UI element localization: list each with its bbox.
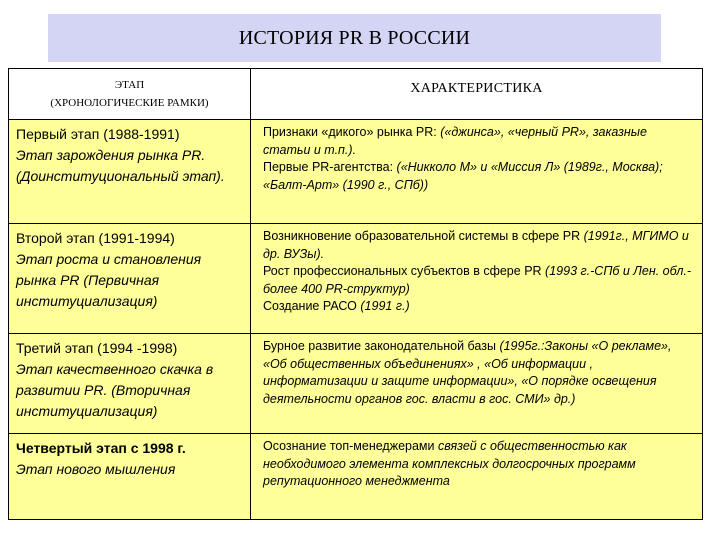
stage-2-characteristic xyxy=(250,224,702,333)
history-table xyxy=(8,68,703,520)
stage-4-desc: Этап нового мышления xyxy=(16,461,176,477)
stage-1-p1-plain: Признаки «дикого» рынка PR: xyxy=(263,125,437,139)
stage-2-p3-italic: (1991 г.) xyxy=(360,299,410,313)
stage-2-cell xyxy=(9,224,250,333)
stage-2-desc: Этап роста и становления рынка PR (Первичная институциализация) xyxy=(16,251,202,309)
header-stage-label: ЭТАП xyxy=(114,79,145,91)
table-row-stage-4 xyxy=(9,433,702,519)
stage-1-desc: Этап зарождения рынка PR.(Доинституциональный этап). xyxy=(16,147,225,184)
stage-3-p1-italic: (1995г.:Законы «О рекламе», «Об общественных объединениях» , «Об информации , информатизации и защите информации», «О порядке освещения деятельности органов гос. власти в гос. СМИ» др.) xyxy=(263,339,672,406)
table-header-row xyxy=(9,69,702,119)
stage-4-characteristic xyxy=(250,434,702,519)
stage-4-p1-italic: связей с общественностью как необходимого элемента комплексных долгосрочных программ репутационного менеджмента xyxy=(263,439,636,488)
stage-2-p2-italic: (1993 г.-СПб и Лен. обл.- более 400 PR-структур) xyxy=(263,264,692,296)
stage-1-p1-italic: («джинса», «черный PR», заказные статьи и т.п.). xyxy=(263,125,647,157)
stage-2-p3-plain: Создание РАСО xyxy=(263,299,357,313)
page-title: ИСТОРИЯ PR В РОССИИ xyxy=(238,26,471,49)
table-row-stage-2 xyxy=(9,223,702,333)
stage-4-p1-plain: Осознание топ-менеджерами xyxy=(263,439,435,453)
table-row-stage-1 xyxy=(9,119,702,223)
stage-1-cell xyxy=(9,120,250,223)
stage-4-cell xyxy=(9,434,250,519)
stage-4-name: Четвертый этап с 1998 г. xyxy=(16,440,186,456)
stage-1-characteristic xyxy=(250,120,702,223)
stage-2-p1-italic: (1991г., МГИМО и др. ВУЗы). xyxy=(263,229,689,261)
stage-3-cell xyxy=(9,334,250,433)
stage-3-characteristic xyxy=(250,334,702,433)
stage-1-p2-italic: («Никколо М» и «Миссия Л» (1989г., Москва); «Балт-Арт» (1990 г., СПб)) xyxy=(263,160,663,192)
table-row-stage-3 xyxy=(9,333,702,433)
stage-1-name: Первый этап xyxy=(16,126,100,142)
stage-2-p1-plain: Возникновение образовательной системы в сфере PR xyxy=(263,229,581,243)
stage-3-years: (1994 -1998) xyxy=(97,340,178,356)
header-stage-cell xyxy=(9,69,250,119)
title-banner xyxy=(48,14,661,62)
stage-2-years: (1991-1994) xyxy=(98,230,175,246)
stage-1-years: (1988-1991) xyxy=(103,126,180,142)
header-characteristic-cell xyxy=(250,69,702,119)
stage-3-p1-plain: Бурное развитие законодательной базы xyxy=(263,339,496,353)
stage-2-p2-plain: Рост профессиональных субъектов в сфере PR xyxy=(263,264,542,278)
stage-2-name: Второй этап xyxy=(16,230,95,246)
stage-3-name: Третий этап xyxy=(16,340,94,356)
stage-3-desc: Этап качественного скачка в развитии PR. (Вторичная институциализация) xyxy=(16,361,214,419)
header-stage-sub: (ХРОНОЛОГИЧЕСКИЕ РАМКИ) xyxy=(50,97,209,109)
header-characteristic-label: ХАРАКТЕРИСТИКА xyxy=(410,81,543,96)
stage-1-p2-plain: Первые PR-агентства: xyxy=(263,160,394,174)
